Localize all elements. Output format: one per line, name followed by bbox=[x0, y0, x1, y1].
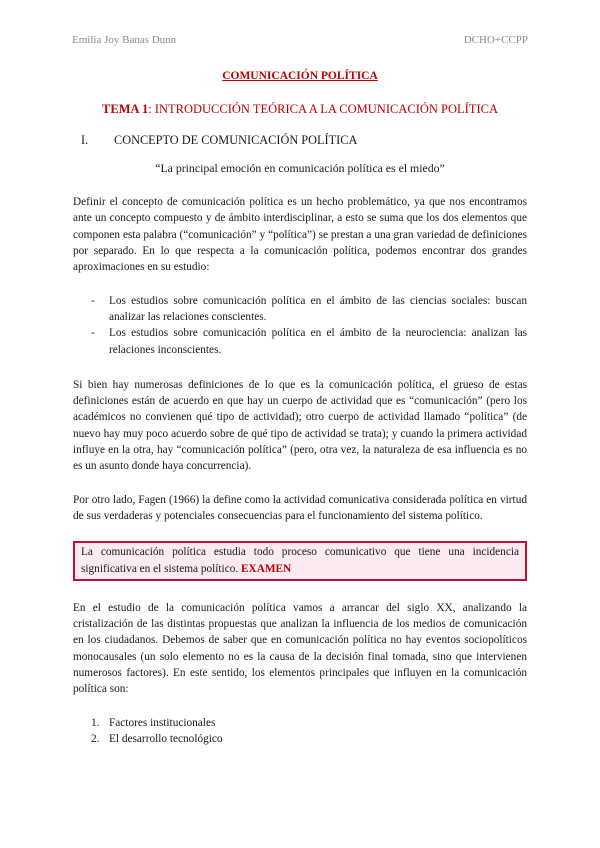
list-item-text: Los estudios sobre comunicación política en el ámbito de las ciencias sociales: buscan analizar las relaciones conscientes. bbox=[109, 294, 527, 323]
section-heading bbox=[73, 132, 527, 148]
approaches-list bbox=[73, 293, 527, 358]
list-item bbox=[91, 715, 527, 731]
list-item-text: El desarrollo tecnológico bbox=[109, 732, 223, 745]
factors-list bbox=[73, 715, 527, 748]
paragraph-definitions-agreement: Si bien hay numerosas definiciones de lo que es la comunicación política, el grueso de estas definiciones están de acuerdo en que hay un cuerpo de actividad que es “comunicación” (pero los académicos no convienen qué tipo de actividad); otro cuerpo de actividad llamado “política” (de nuevo hay muy poco acuerdo sobre de qué tipo de actividad se trata); y cuando la primera actividad influye en la otra, hay “comunicación política” (pero, otra vez, la naturaleza de esa influencia es no es un asunto donde haya concurrencia). bbox=[73, 378, 527, 473]
header-course: DCHO+CCPP bbox=[463, 34, 528, 46]
list-item bbox=[91, 325, 527, 358]
tema-text: : INTRODUCCIÓN TEÓRICA A LA COMUNICACIÓN POLÍTICA bbox=[148, 102, 498, 117]
section-title: CONCEPTO DE COMUNICACIÓN POLÍTICA bbox=[114, 132, 358, 147]
list-item bbox=[91, 731, 527, 747]
section-number: I. bbox=[81, 132, 89, 147]
header-author: Emilia Joy Banas Dunn bbox=[72, 34, 177, 46]
exam-tag: EXAMEN bbox=[241, 562, 292, 575]
list-item-text: Factores institucionales bbox=[109, 716, 216, 729]
list-dash: - bbox=[91, 327, 95, 340]
list-item bbox=[91, 293, 527, 326]
paragraph-definition: Definir el concepto de comunicación política es un hecho problemático, ya que nos encontramos ante un concepto compuesto y de ámbito interdisciplinar, a esto se suma que los dos elementos que componen esta palabra (“comunicación” y “política”) se prestan a una gran variedad de definiciones por separado. En lo que respecta a la comunicación política, podemos encontrar dos grandes aproximaciones en su estudio: bbox=[73, 196, 527, 274]
list-dash: - bbox=[91, 294, 95, 307]
exam-callout-box bbox=[73, 541, 527, 581]
list-number: 1. bbox=[91, 716, 100, 729]
paragraph-study: En el estudio de la comunicación política vamos a arrancar del siglo XX, analizando la cristalización de las distintas propuestas que analizan la influencia de los medios de comunicación en los ciudadanos. Debemos de saber que en comunicación política no hay eventos sociopolíticos monocausales (un solo elemento no es la causa de la decisión final tomada, sino que intervienen numerosos factores). En este sentido, los elementos principales que influyen en la comunicación política son: bbox=[73, 601, 527, 696]
tema-heading bbox=[73, 101, 527, 117]
callout-text: La comunicación política estudia todo proceso comunicativo que tiene una incidencia significativa en el sistema político. bbox=[81, 546, 519, 575]
list-number: 2. bbox=[91, 732, 100, 745]
tema-label: TEMA 1 bbox=[102, 102, 149, 117]
document-body bbox=[73, 68, 527, 747]
document-title: COMUNICACIÓN POLÍTICA bbox=[222, 70, 378, 82]
paragraph-fagen: Por otro lado, Fagen (1966) la define como la actividad comunicativa considerada política en virtud de sus verdaderas y potenciales consecuencias para el funcionamiento del sistema político. bbox=[73, 493, 527, 522]
page-header bbox=[72, 34, 528, 46]
epigraph-quote: “La principal emoción en comunicación política es el miedo” bbox=[155, 160, 445, 175]
list-item-text: Los estudios sobre comunicación política en el ámbito de la neurociencia: analizan las relaciones inconscientes. bbox=[109, 327, 527, 356]
